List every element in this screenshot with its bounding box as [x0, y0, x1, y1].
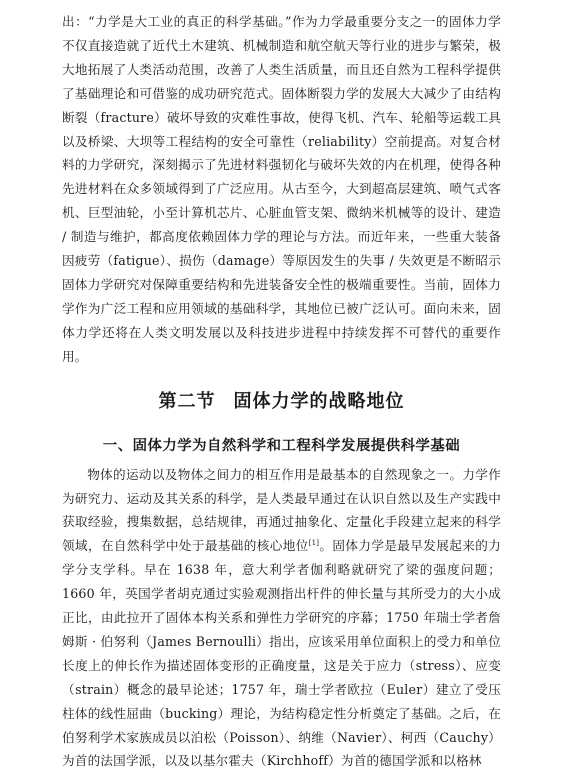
section-heading: [62, 389, 501, 415]
subsection-heading: 一、固体力学为自然科学和工程科学发展提供科学基础: [102, 437, 461, 454]
body-paragraph: [62, 463, 501, 773]
section-number: 第二节: [158, 390, 216, 412]
intro-paragraph: 出：“力学是大工业的真正的科学基础。”作为力学最重要分支之一的固体力学不仅直接造就了近代土木建筑、机械制造和航空航天等行业的进步与繁荣，极大地拓展了人类活动范围，改善了人类生活质量，而且还自然为工程科学提供了基础理论和可借鉴的成功研究范式。固体断裂力学的发展大大减少了由结构断裂（fracture）破坏导致的灾难性事故，使得飞机、汽车、轮船等运载工具以及桥梁、大坝等工程结构的安全可靠性（reliability）空前提高。对复合材料的力学研究，深刻揭示了先进材料强韧化与破坏失效的内在机理，使得各种先进材料在众多领域得到了广泛应用。从古至今，大到超高层建筑、喷气式客机、巨型油轮，小至计算机芯片、心脏血管支架、微纳米机械等的设计、建造 / 制造与维护，都高度依赖固体力学的理论与方法。而近年来，一些重大装备因疲劳（fatigue）、损伤（damage）等原因发生的失事 / 失效更是不断昭示固体力学研究对保障重要结构和先进装备安全性的极端重要性。当前，固体力学作为广泛工程和应用领域的基础科学，其地位已被广泛认可。面向未来，固体力学还将在人类文明发展以及科技进步进程中持续发挥不可替代的重要作用。: [62, 14, 501, 364]
section-title: 固体力学的战略地位: [233, 390, 405, 412]
body-text-part1: 物体的运动以及物体之间力的相互作用是最基本的自然现象之一。力学作为研究力、运动及其关系的科学，是人类最早通过在认识自然以及生产实践中获取经验，搜集数据，总结规律，再通过抽象化、定量化手段建立起来的科学领域，在自然科学中处于最基础的核心地位: [62, 466, 501, 554]
body-text-part2: 。固体力学是最早发展起来的力学分支学科。早在 1638 年，意大利学者伽利略就研究了梁的强度问题；1660 年，英国学者胡克通过实验观测指出杆件的伸长量与其所受力的大小成正比，由此拉开了固体本构关系和弹性力学研究的序幕；1750 年瑞士学者詹姆斯 · 伯努利（James Bernoulli）指出，应该采用单位面积上的受力和单位长度上的伸长作为描述固体变形的正确度量，这是关于应力（stress）、应变（strain）概念的最早论述；1757 年，瑞士学者欧拉（Euler）建立了受压柱体的线性屈曲（bucking）理论，为结构稳定性分析奠定了基础。之后，在伯努利学术家族成员以泊松（Poisson）、纳维（Navier）、柯西（Cauchy）为首的法国学派，以及以基尔霍夫（Kirchhoff）为首的德国学派和以格林: [62, 538, 501, 769]
citation-ref: [1]: [308, 539, 320, 548]
